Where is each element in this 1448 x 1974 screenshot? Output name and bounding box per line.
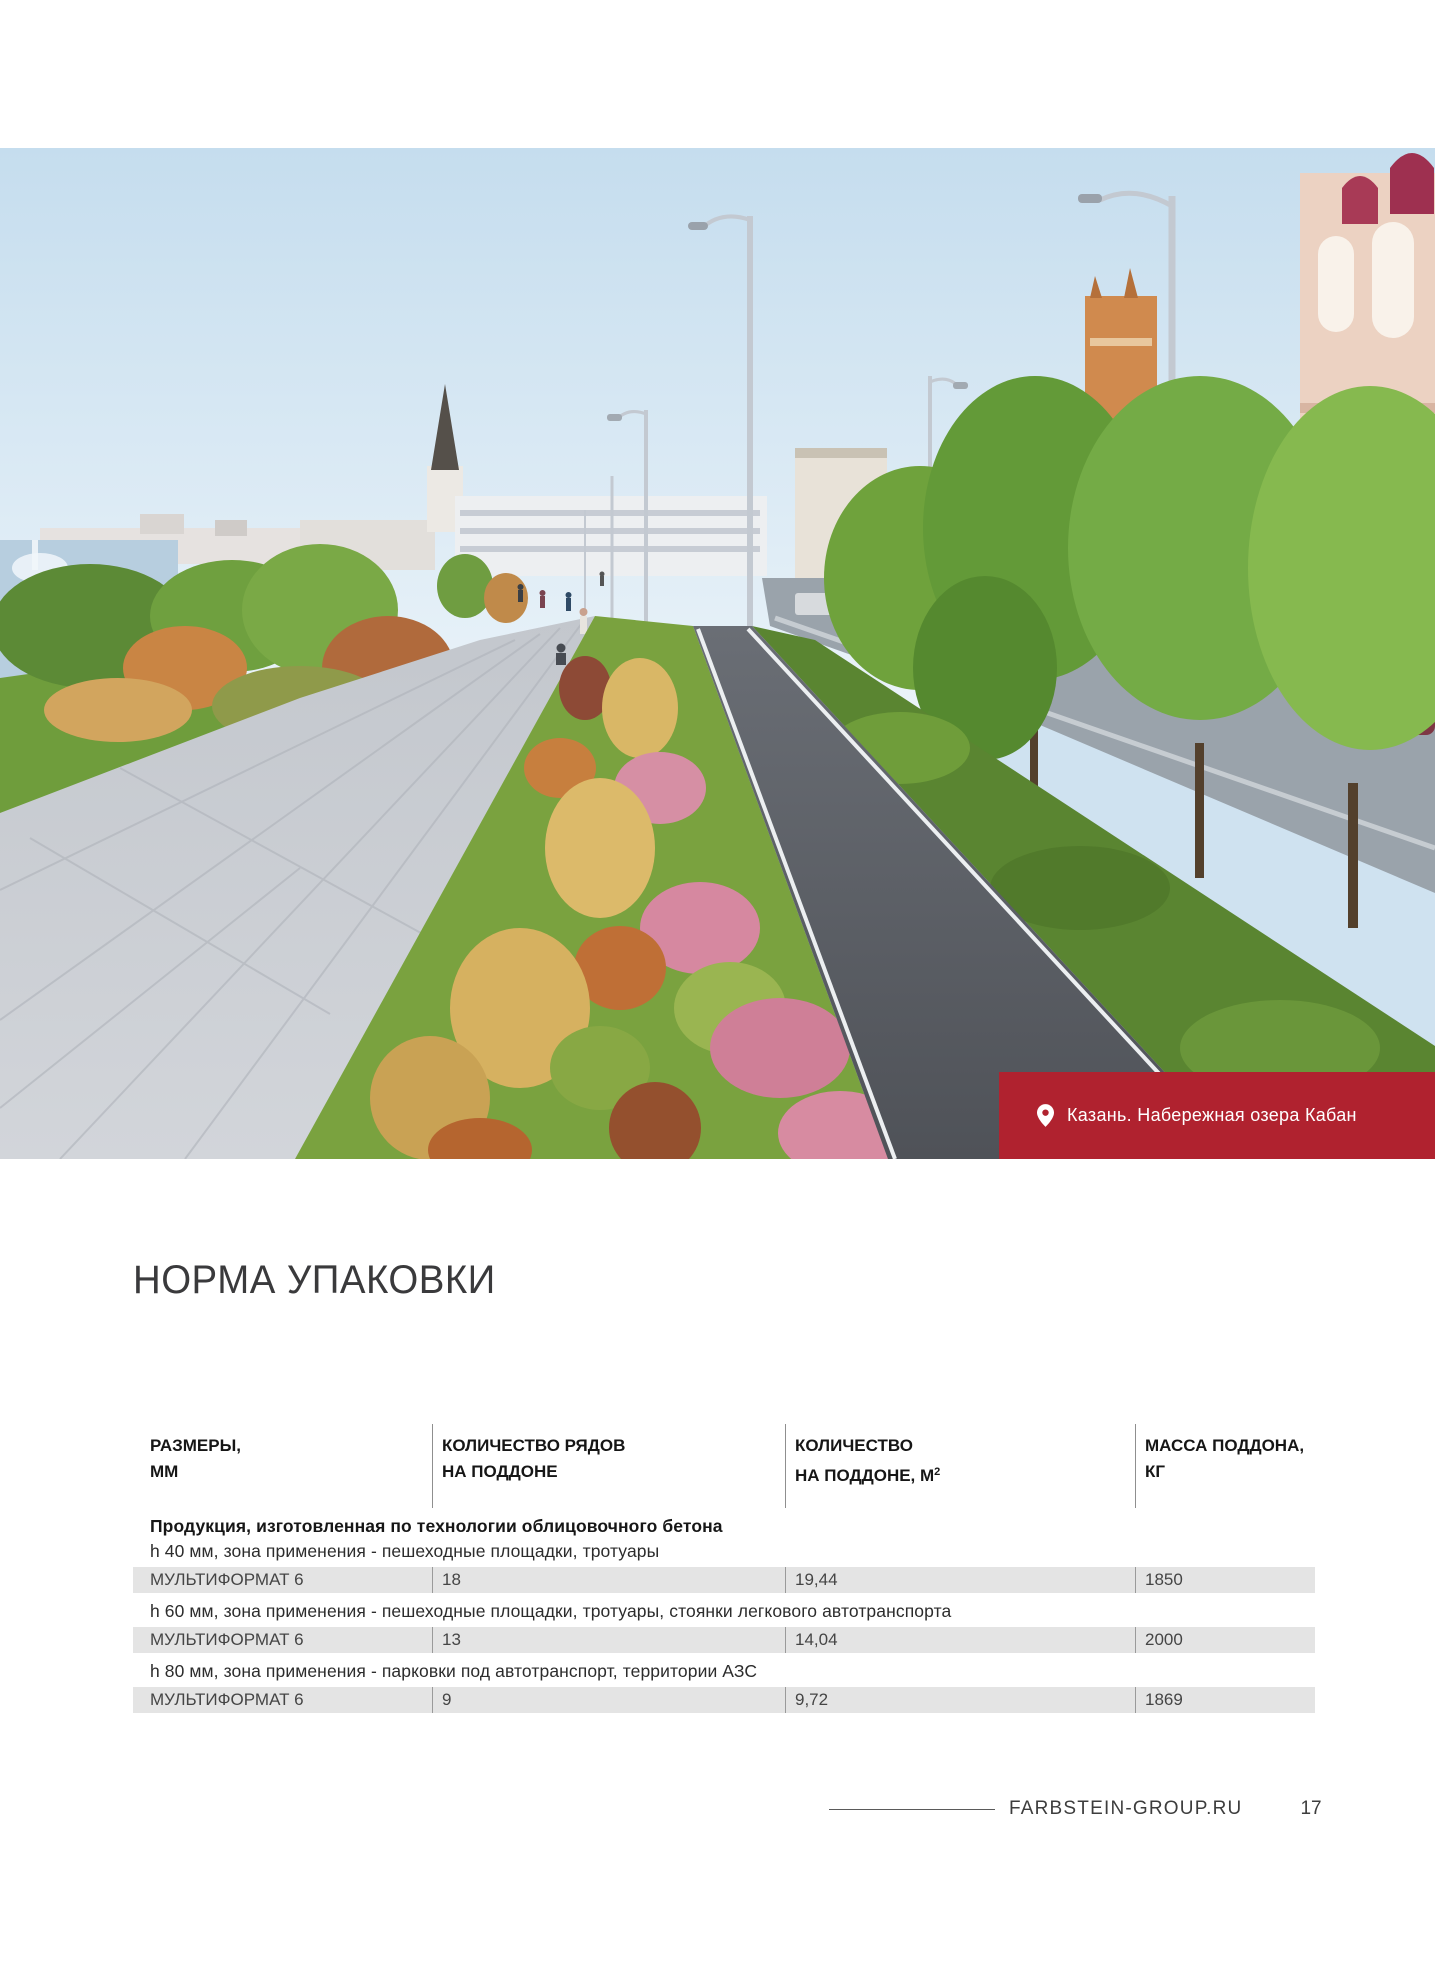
footer-rule: [829, 1809, 995, 1810]
photo-caption-badge: [999, 1072, 1435, 1159]
photo-caption-text: Казань. Набережная озера Кабан: [1067, 1105, 1357, 1125]
column-header-qty-per-pallet: КОЛИЧЕСТВО НА ПОДДОНЕ, $М^2$: [785, 1424, 1135, 1508]
promenade-photo-art: [0, 148, 1435, 1159]
cell-rows-on-pallet: 18: [432, 1567, 785, 1593]
table-row: [133, 1687, 1315, 1713]
section-note-h60: h 60 мм, зона применения - пешеходные площадки, тротуары, стоянки легкового автотранспорта: [150, 1601, 952, 1621]
cell-qty-m2: 14,04: [785, 1627, 1135, 1653]
location-pin-icon: [1037, 1104, 1054, 1127]
cell-mass-kg: 2000: [1135, 1627, 1315, 1653]
section-note-h80: h 80 мм, зона применения - парковки под автотранспорт, территории АЗС: [150, 1661, 758, 1681]
table-section-title: Продукция, изготовленная по технологии облицовочного бетона: [150, 1516, 723, 1536]
promenade-photo: [0, 148, 1435, 1159]
packing-table: [133, 1424, 1315, 1720]
page-footer: [829, 1798, 1339, 1820]
column-header-rows-per-pallet: КОЛИЧЕСТВО РЯДОВ НА ПОДДОНЕ: [432, 1424, 785, 1508]
column-header-pallet-mass: МАССА ПОДДОНА, КГ: [1135, 1424, 1315, 1508]
column-header-sizes: РАЗМЕРЫ, ММ: [150, 1436, 241, 1481]
cell-mass-kg: 1869: [1135, 1687, 1315, 1713]
page-title: НОРМА УПАКОВКИ: [133, 1258, 496, 1302]
cell-qty-m2: 9,72: [785, 1687, 1135, 1713]
cell-rows-on-pallet: 9: [432, 1687, 785, 1713]
table-row: [133, 1627, 1315, 1653]
cell-product-name: МУЛЬТИФОРМАТ 6: [150, 1690, 304, 1709]
cell-qty-m2: 19,44: [785, 1567, 1135, 1593]
table-row: [133, 1567, 1315, 1593]
section-note-h40: h 40 мм, зона применения - пешеходные площадки, тротуары: [150, 1541, 660, 1561]
cell-product-name: МУЛЬТИФОРМАТ 6: [150, 1570, 304, 1589]
table-header-row: [133, 1424, 1315, 1508]
footer-site-link[interactable]: FARBSTEIN-GROUP.RU: [1009, 1798, 1243, 1819]
cell-mass-kg: 1850: [1135, 1567, 1315, 1593]
page-number: 17: [1300, 1798, 1322, 1819]
cell-rows-on-pallet: 13: [432, 1627, 785, 1653]
cell-product-name: МУЛЬТИФОРМАТ 6: [150, 1630, 304, 1649]
